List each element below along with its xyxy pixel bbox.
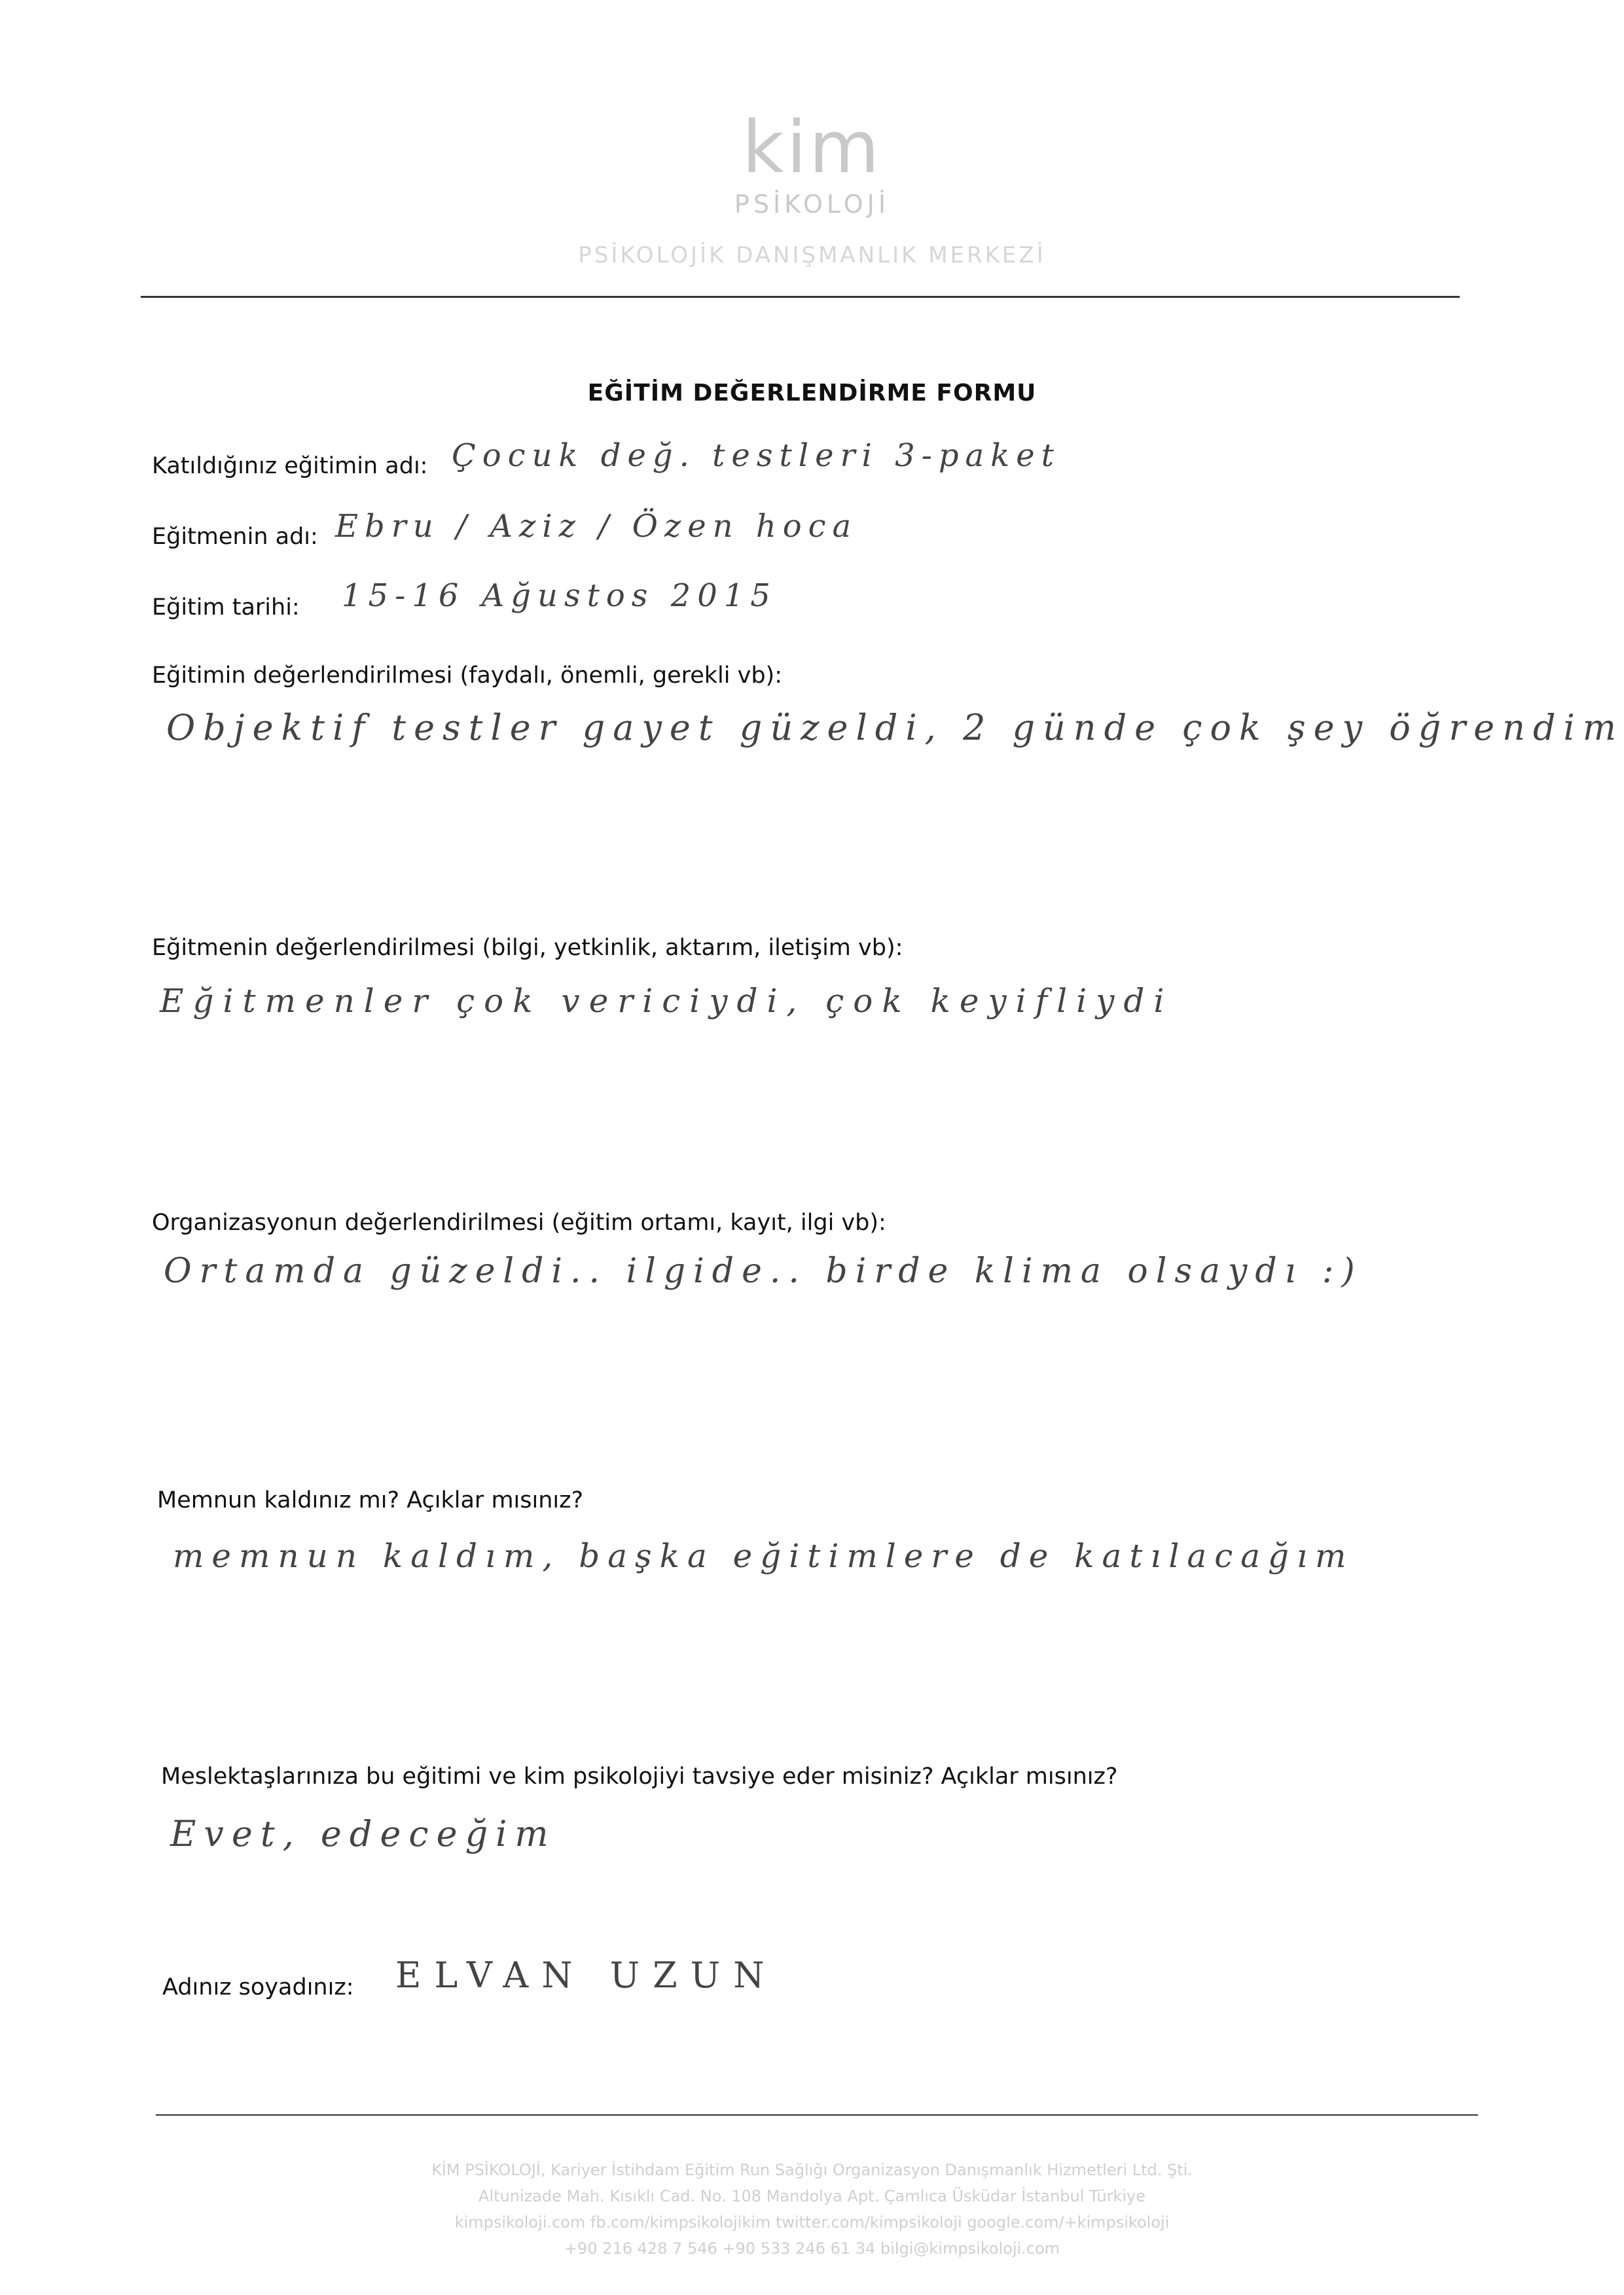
footer-contact: +90 216 428 7 546 +90 533 246 61 34 bilgi@kimpsikoloji.com — [564, 2239, 1060, 2258]
header-divider — [141, 296, 1460, 298]
form-title: EĞİTİM DEĞERLENDİRME FORMU — [587, 380, 1037, 407]
trainer-name-answer: Ebru / Aziz / Özen hoca — [335, 508, 858, 545]
footer-web: kimpsikoloji.com fb.com/kimpsikolojikim twitter.com/kimpsikoloji google.com/+kimpsikoloji — [454, 2213, 1170, 2232]
company-logo — [0, 105, 1624, 268]
footer-company: KİM PSİKOLOJİ, Kariyer İstihdam Eğitim Run Sağlığı Organizasyon Danışmanlık Hizmetleri Ltd. Şti. — [431, 2161, 1193, 2179]
recommendation-label: Meslektaşlarınıza bu eğitimi ve kim psikolojiyi tavsiye eder misiniz? Açıklar mısınız? — [161, 1763, 1118, 1790]
full-name-label: Adınız soyadınız: — [162, 1974, 354, 2000]
recommendation-answer: Evet, edeceğim — [170, 1813, 556, 1854]
trainer-evaluation-label: Eğitmenin değerlendirilmesi (bilgi, yetkinlik, aktarım, iletişim vb): — [152, 935, 903, 961]
satisfaction-answer: memnun kaldım, başka eğitimlere de katılacağım — [173, 1537, 1354, 1575]
organization-evaluation-label: Organizasyonun değerlendirilmesi (eğitim ortamı, kayıt, ilgi vb): — [152, 1210, 886, 1236]
logo-subtitle: PSİKOLOJİ — [734, 190, 890, 219]
organization-evaluation-answer: Ortamda güzeldi.. ilgide.. birde klima olsaydı :) — [164, 1252, 1363, 1291]
satisfaction-label: Memnun kaldınız mı? Açıklar mısınız? — [157, 1487, 584, 1513]
trainer-name-label: Eğitmenin adı: — [152, 524, 318, 550]
training-evaluation-answer: Objektif testler gayet güzeldi, 2 günde çok şey öğrendim — [166, 707, 1624, 748]
footer-address: Altunizade Mah. Kısıklı Cad. No. 108 Mandolya Apt. Çamlıca Üsküdar İstanbul Türkiye — [478, 2187, 1146, 2205]
full-name-answer: ELVAN UZUN — [395, 1955, 778, 1996]
trainer-evaluation-answer: Eğitmenler çok vericiydi, çok keyifliydi — [160, 982, 1174, 1020]
training-evaluation-label: Eğitimin değerlendirilmesi (faydalı, önemli, gerekli vb): — [152, 662, 782, 689]
training-name-label: Katıldığınız eğitimin adı: — [152, 453, 428, 479]
logo-mark: kim — [742, 105, 882, 189]
training-date-answer: 15-16 Ağustos 2015 — [342, 577, 777, 614]
training-date-label: Eğitim tarihi: — [152, 594, 300, 621]
company-footer — [0, 2157, 1624, 2262]
training-name-answer: Çocuk değ. testleri 3-paket — [452, 437, 1060, 474]
footer-divider — [156, 2114, 1478, 2116]
logo-tagline: PSİKOLOJİK DANIŞMANLIK MERKEZİ — [578, 242, 1046, 268]
